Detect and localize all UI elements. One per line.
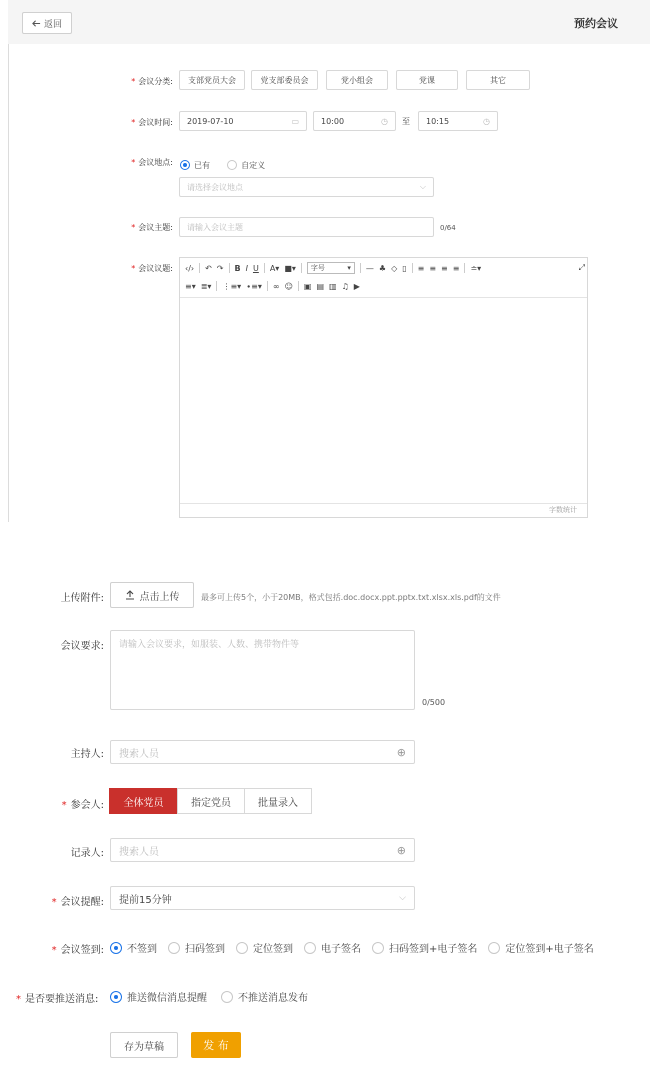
host-label: 主持人: bbox=[70, 749, 104, 760]
align-left-icon[interactable]: ≡ bbox=[417, 263, 425, 273]
recorder-search-input[interactable]: 搜索人员 ⊕ bbox=[110, 838, 415, 862]
category-option-5[interactable]: 其它 bbox=[466, 70, 530, 90]
undo-icon[interactable]: ↶ bbox=[205, 263, 212, 273]
left-divider bbox=[8, 44, 9, 522]
upload-icon bbox=[125, 590, 135, 600]
radio-empty-icon bbox=[372, 942, 384, 954]
file-icon[interactable]: ▥ bbox=[329, 281, 337, 291]
signin-radio-location-signature[interactable]: 定位签到+电子签名 bbox=[488, 940, 593, 955]
fullscreen-icon[interactable]: ⤢ bbox=[578, 263, 585, 272]
chevron-down-icon: ⌵ bbox=[399, 893, 406, 903]
time-label: * 会议时间: bbox=[131, 118, 173, 127]
multi-image-icon[interactable]: ▤ bbox=[316, 281, 325, 291]
start-time-input[interactable] bbox=[313, 111, 396, 131]
location-select[interactable]: 请选择会议地点 ⌵ bbox=[179, 177, 434, 197]
source-code-icon[interactable]: ‹/› bbox=[185, 263, 195, 273]
signin-radio-location[interactable]: 定位签到 bbox=[236, 940, 293, 955]
highlight-icon[interactable]: ■▾ bbox=[284, 263, 296, 273]
start-time-value: 10:00 bbox=[321, 116, 345, 126]
link-icon[interactable]: ∞ bbox=[272, 281, 280, 291]
push-radio-none[interactable]: 不推送消息发布 bbox=[221, 989, 308, 1004]
font-size-select[interactable]: 字号 ▾ bbox=[307, 262, 355, 274]
location-radio-group bbox=[180, 155, 277, 174]
font-color-icon[interactable]: A▾ bbox=[269, 263, 280, 273]
italic-icon[interactable]: I bbox=[245, 263, 248, 273]
horizontal-rule-icon[interactable]: — bbox=[365, 263, 374, 273]
reminder-label: * 会议提醒: bbox=[51, 897, 104, 908]
align-right-icon[interactable]: ≡ bbox=[441, 263, 448, 273]
signin-radio-scan[interactable]: 扫码签到 bbox=[168, 940, 225, 955]
category-option-4[interactable]: 党课 bbox=[396, 70, 458, 90]
add-circle-icon[interactable]: ⊕ bbox=[396, 843, 406, 857]
music-icon[interactable]: ♫ bbox=[341, 281, 349, 291]
radio-empty-icon bbox=[227, 160, 237, 170]
requirements-counter: 0/500 bbox=[422, 698, 446, 707]
category-label: * 会议分类: bbox=[131, 77, 173, 86]
subject-label: * 会议主题: bbox=[131, 223, 173, 232]
category-option-3[interactable]: 党小组会 bbox=[326, 70, 388, 90]
save-draft-button[interactable]: 存为草稿 bbox=[110, 1032, 178, 1058]
eraser-icon[interactable]: ◇ bbox=[391, 263, 398, 273]
publish-button[interactable]: 发 布 bbox=[191, 1032, 241, 1058]
time-separator: 至 bbox=[402, 117, 410, 126]
category-option-2[interactable]: 党支部委员会 bbox=[251, 70, 318, 90]
signin-radio-none[interactable]: 不签到 bbox=[110, 940, 157, 955]
upload-hint: 最多可上传5个，小于20MB，格式包括.doc.docx.ppt.pptx.txt.xlsx.xls.pdf的文件 bbox=[201, 593, 501, 602]
signin-radio-scan-signature[interactable]: 扫码签到+电子签名 bbox=[372, 940, 477, 955]
format-paint-icon[interactable]: ♣ bbox=[378, 263, 387, 273]
requirements-textarea[interactable]: 请输入会议要求，如服装、人数、携带物件等 bbox=[110, 630, 415, 710]
host-search-input[interactable]: 搜索人员 ⊕ bbox=[110, 740, 415, 764]
add-circle-icon[interactable]: ⊕ bbox=[396, 745, 406, 759]
location-radio-custom[interactable]: 自定义 bbox=[227, 160, 265, 171]
date-value: 2019-07-10 bbox=[187, 116, 234, 126]
back-label: 返回 bbox=[43, 19, 62, 30]
radio-checked-icon bbox=[110, 942, 122, 954]
participants-label: * 参会人: bbox=[61, 800, 104, 811]
subject-counter: 0/64 bbox=[440, 224, 456, 232]
line-height-icon[interactable]: ≐▾ bbox=[470, 263, 482, 273]
radio-empty-icon bbox=[304, 942, 316, 954]
end-time-value: 10:15 bbox=[426, 116, 450, 126]
radio-checked-icon bbox=[180, 160, 190, 170]
emoji-icon[interactable]: ☺ bbox=[284, 281, 293, 291]
participants-batch-button[interactable]: 批量录入 bbox=[244, 788, 312, 814]
toolbar-row-2 bbox=[185, 279, 360, 293]
indent-icon[interactable]: ≡▾ bbox=[185, 281, 196, 291]
word-count: 字数统计 bbox=[180, 503, 587, 517]
ordered-list-icon[interactable]: ⋮≡▾ bbox=[222, 281, 242, 291]
push-radio-group bbox=[110, 989, 308, 1004]
page-title: 预约会议 bbox=[574, 17, 618, 30]
radio-empty-icon bbox=[221, 991, 233, 1003]
back-button[interactable] bbox=[22, 12, 72, 34]
editor-toolbar bbox=[180, 258, 587, 298]
location-radio-existing[interactable]: 已有 bbox=[180, 160, 210, 171]
radio-empty-icon bbox=[236, 942, 248, 954]
signin-label: * 会议签到: bbox=[51, 945, 104, 956]
subject-input[interactable]: 请输入会议主题 bbox=[179, 217, 434, 237]
clock-icon: ◷ bbox=[381, 116, 388, 126]
reminder-select[interactable]: 提前15分钟 ⌵ bbox=[110, 886, 415, 910]
radio-checked-icon bbox=[110, 991, 122, 1003]
push-radio-wechat[interactable]: 推送微信消息提醒 bbox=[110, 989, 207, 1004]
recorder-label: 记录人: bbox=[70, 848, 104, 859]
chevron-down-icon: ⌵ bbox=[419, 182, 426, 191]
image-icon[interactable]: ▣ bbox=[303, 281, 312, 291]
radio-empty-icon bbox=[488, 942, 500, 954]
unordered-list-icon[interactable]: ∙≡▾ bbox=[246, 281, 262, 291]
align-center-icon[interactable]: ≡ bbox=[429, 263, 437, 273]
page-icon[interactable]: ▯ bbox=[402, 263, 407, 273]
toolbar-row-1 bbox=[185, 261, 585, 275]
paragraph-icon[interactable]: ≣▾ bbox=[200, 281, 212, 291]
video-icon[interactable]: ▶ bbox=[353, 281, 360, 291]
bold-icon[interactable]: B bbox=[234, 263, 241, 273]
header-bar bbox=[8, 0, 650, 44]
back-arrow-icon bbox=[32, 19, 41, 28]
participants-specific-button[interactable]: 指定党员 bbox=[177, 788, 245, 814]
push-label: * 是否要推送消息: bbox=[16, 994, 99, 1005]
category-option-1[interactable]: 支部党员大会 bbox=[179, 70, 245, 90]
agenda-label: * 会议议题: bbox=[131, 264, 173, 273]
calendar-icon: ▭ bbox=[291, 116, 299, 126]
signin-radio-group bbox=[110, 940, 594, 955]
align-justify-icon[interactable]: ≡ bbox=[452, 263, 460, 273]
date-input[interactable] bbox=[179, 111, 307, 131]
participants-all-button[interactable]: 全体党员 bbox=[109, 788, 178, 814]
end-time-input[interactable] bbox=[418, 111, 498, 131]
requirements-label: 会议要求: bbox=[60, 641, 104, 652]
rich-text-editor[interactable] bbox=[179, 257, 588, 518]
underline-icon[interactable]: U bbox=[252, 263, 259, 273]
radio-empty-icon bbox=[168, 942, 180, 954]
signin-radio-signature[interactable]: 电子签名 bbox=[304, 940, 361, 955]
upload-button[interactable]: 点击上传 bbox=[110, 582, 194, 608]
participants-segmented bbox=[110, 788, 312, 814]
redo-icon[interactable]: ↷ bbox=[216, 263, 224, 273]
location-label: * 会议地点: bbox=[131, 158, 173, 167]
clock-icon: ◷ bbox=[483, 116, 490, 126]
upload-label: 上传附件: bbox=[60, 593, 104, 604]
